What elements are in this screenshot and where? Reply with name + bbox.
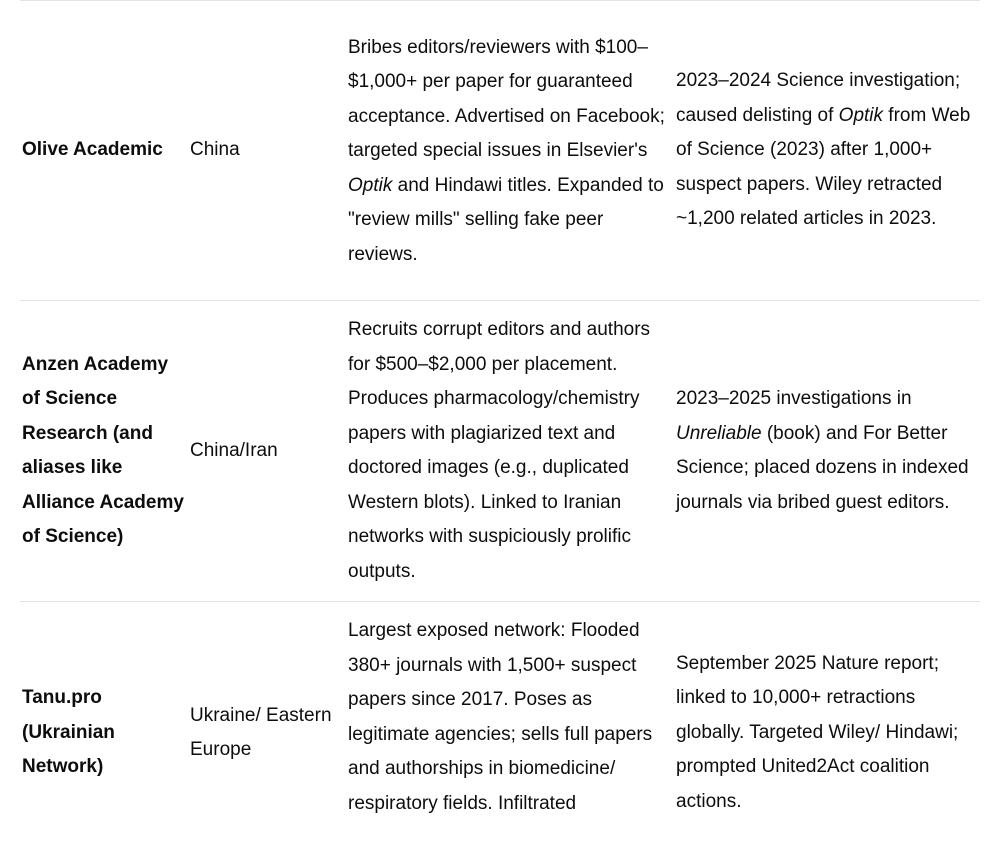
impact-text-cont: from Web of Science (2023) after 1,000+ suspect papers. Wiley retracted ~1,200 related articles in 2023. bbox=[676, 104, 971, 230]
tactics-text: Recruits corrupt editors and authors for $500–$2,000 per placement. Produces pharmacology/chemistry papers with plagiarized text and doctored images (e.g., duplicated Western blots). Linked to Iranian networks with suspiciously prolific outputs. bbox=[348, 319, 651, 582]
impact-emphasis: Optik bbox=[838, 104, 884, 126]
row-impact bbox=[674, 647, 980, 820]
row-location: China/Iran bbox=[190, 439, 278, 461]
impact-text: September 2025 Nature report; linked to 10,000+ retractions globally. Targeted Wiley/ Hindawi; prompted United2Act coalition actions. bbox=[676, 652, 959, 812]
impact-text: 2023–2024 Science investigation; caused delisting of bbox=[676, 70, 961, 126]
table-row bbox=[20, 601, 980, 864]
row-tactics bbox=[346, 301, 674, 601]
table-row bbox=[20, 300, 980, 601]
bottom-fade bbox=[0, 856, 1000, 862]
row-name: Anzen Academy of Science Research (and aliases like Alliance Academy of Science) bbox=[22, 353, 184, 547]
impact-emphasis: Unreliable bbox=[676, 422, 762, 444]
table-row bbox=[20, 0, 980, 300]
paper-mill-table bbox=[20, 0, 980, 864]
row-tactics bbox=[346, 602, 674, 821]
impact-text: 2023–2025 investigations in bbox=[676, 388, 912, 409]
row-impact bbox=[674, 382, 980, 520]
tactics-text: Bribes editors/reviewers with $100–$1,000+ per paper for guaranteed acceptance. Advertised on Facebook; targeted special issues in Elsevier's bbox=[348, 36, 665, 162]
row-name: Olive Academic bbox=[22, 139, 163, 161]
row-impact bbox=[674, 64, 980, 237]
impact-text-cont: (book) and For Better Science; placed dozens in indexed journals via bribed guest editors. bbox=[676, 422, 969, 513]
row-location: China bbox=[190, 139, 240, 161]
tactics-emphasis: Optik bbox=[348, 174, 393, 196]
tactics-text: Largest exposed network: Flooded 380+ journals with 1,500+ suspect papers since 2017. Poses as legitimate agencies; sells full papers and authorships in biomedicine/ respiratory fields. Infiltrated bbox=[348, 620, 653, 814]
row-name: Tanu.pro (Ukrainian Network) bbox=[22, 687, 115, 778]
row-location: Ukraine/ Eastern Europe bbox=[190, 704, 332, 760]
tactics-text-cont: and Hindawi titles. Expanded to "review mills" selling fake peer reviews. bbox=[348, 174, 664, 265]
row-tactics bbox=[346, 19, 674, 283]
